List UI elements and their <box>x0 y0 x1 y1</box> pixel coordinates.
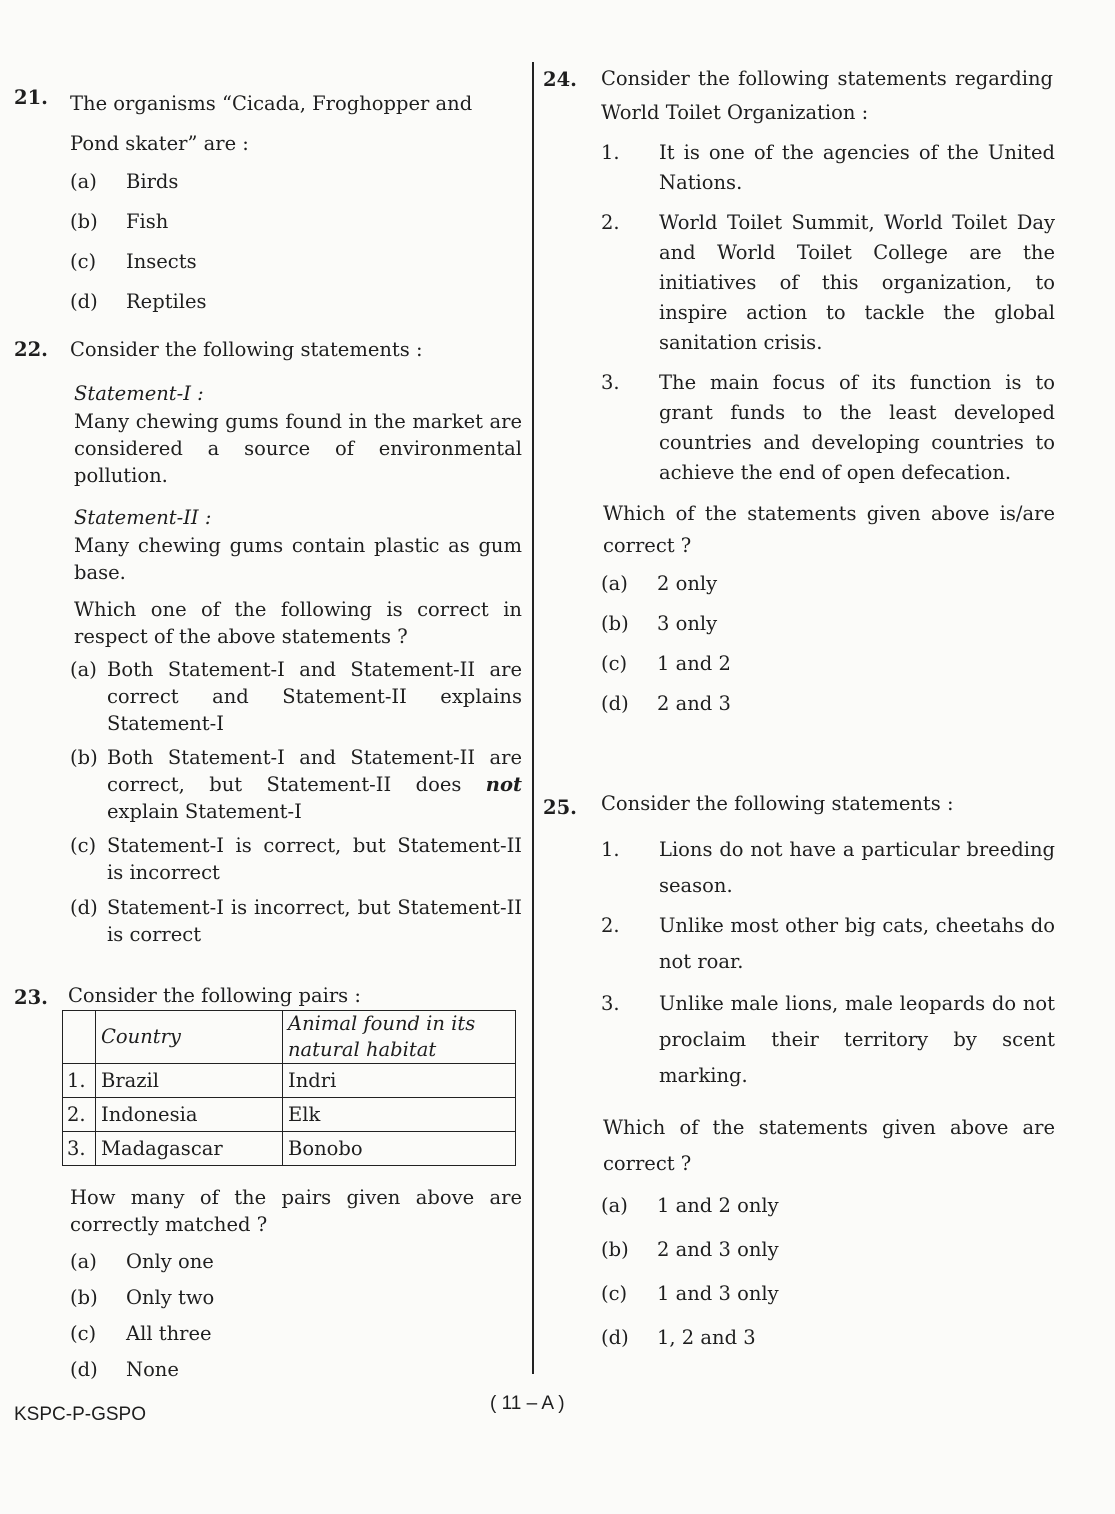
option-d: (d) 1, 2 and 3 <box>601 1326 756 1349</box>
statement-item-2: 2. Unlike most other big cats, cheetahs do not roar. <box>601 914 1055 973</box>
question-22 <box>14 336 524 946</box>
question-24 <box>543 62 1055 715</box>
header-blank <box>63 1011 96 1064</box>
question-text: Consider the following statements : <box>70 338 423 361</box>
option-a: (a) 1 and 2 only <box>601 1194 779 1217</box>
table-row: 2. Indonesia Elk <box>63 1098 516 1132</box>
question-number: 24. <box>543 68 577 91</box>
option-c: (c) 1 and 2 <box>601 652 731 675</box>
column-divider <box>532 62 534 1374</box>
option-c: (c) All three <box>70 1322 212 1345</box>
question-number: 22. <box>14 338 48 361</box>
table-row: 1. Brazil Indri <box>63 1064 516 1098</box>
question-prompt: Which one of the following is correct in respect of the above statements ? <box>74 598 522 648</box>
statement-item-1: 1. Lions do not have a particular breeding season. <box>601 838 1055 897</box>
option-a: (a) Birds <box>70 170 179 193</box>
statement-2 <box>74 504 522 586</box>
header-country: Country <box>96 1011 283 1064</box>
statement-text: Many chewing gums found in the market are considered a source of environmental pollution. <box>74 410 522 487</box>
option-d: (d) Reptiles <box>70 290 207 313</box>
statement-1 <box>74 380 522 489</box>
question-text: The organisms “Cicada, Froghopper and Pond skater” are : <box>70 92 473 155</box>
statement-item-1: 1. It is one of the agencies of the United Nations. <box>601 141 1055 194</box>
statement-text: Many chewing gums contain plastic as gum base. <box>74 534 522 584</box>
statement-item-3: 3. Unlike male lions, male leopards do not proclaim their territory by scent marking. <box>601 992 1055 1087</box>
option-a: (a) 2 only <box>601 572 718 595</box>
statement-item-2: 2. World Toilet Summit, World Toilet Day and World Toilet College are the initiatives of this organization, to inspire action to tackle the global sanitation crisis. <box>601 211 1055 354</box>
option-a: (a) Only one <box>70 1250 214 1273</box>
question-21 <box>14 84 524 313</box>
option-d: (d) Statement-I is incorrect, but Statement-II is correct <box>70 896 522 946</box>
table-row: 3. Madagascar Bonobo <box>63 1132 516 1166</box>
statement-title: Statement-II : <box>74 506 212 529</box>
option-b: (b) Fish <box>70 210 169 233</box>
question-prompt: How many of the pairs given above are correctly matched ? <box>70 1186 522 1236</box>
option-d: (d) 2 and 3 <box>601 692 731 715</box>
question-text: Consider the following statements : <box>601 792 954 815</box>
question-prompt: Which of the statements given above is/are correct ? <box>603 502 1055 557</box>
option-d: (d) None <box>70 1358 179 1381</box>
option-b: (b) Only two <box>70 1286 215 1309</box>
question-prompt: Which of the statements given above are correct ? <box>603 1116 1055 1175</box>
table-header-row <box>63 1011 516 1064</box>
footer-code: KSPC-P-GSPO <box>14 1404 146 1425</box>
header-animal: Animal found in its natural habitat <box>283 1011 516 1064</box>
page-number: ( 11 – A ) <box>490 1393 565 1414</box>
option-b: (b) 3 only <box>601 612 718 635</box>
question-text: Consider the following pairs : <box>68 984 361 1007</box>
option-c: (c) Insects <box>70 250 197 273</box>
question-number: 23. <box>14 986 48 1009</box>
pairs-table <box>62 1010 516 1166</box>
option-b: (b) 2 and 3 only <box>601 1238 779 1261</box>
option-a: (a) Both Statement-I and Statement-II are correct and Statement-II explains Statement-I <box>70 658 522 735</box>
option-c: (c) Statement-I is correct, but Statement-II is incorrect <box>70 834 522 884</box>
option-c: (c) 1 and 3 only <box>601 1282 779 1305</box>
statement-item-3: 3. The main focus of its function is to grant funds to the least developed countries and developing countries to achieve the end of open defecation. <box>601 371 1055 484</box>
question-number: 25. <box>543 796 577 819</box>
question-number: 21. <box>14 86 48 109</box>
question-text: Consider the following statements regarding World Toilet Organization : <box>601 67 1053 124</box>
statement-title: Statement-I : <box>74 382 204 405</box>
option-b: (b) Both Statement-I and Statement-II are correct, but Statement-II does not explain Statement-I <box>70 746 522 823</box>
